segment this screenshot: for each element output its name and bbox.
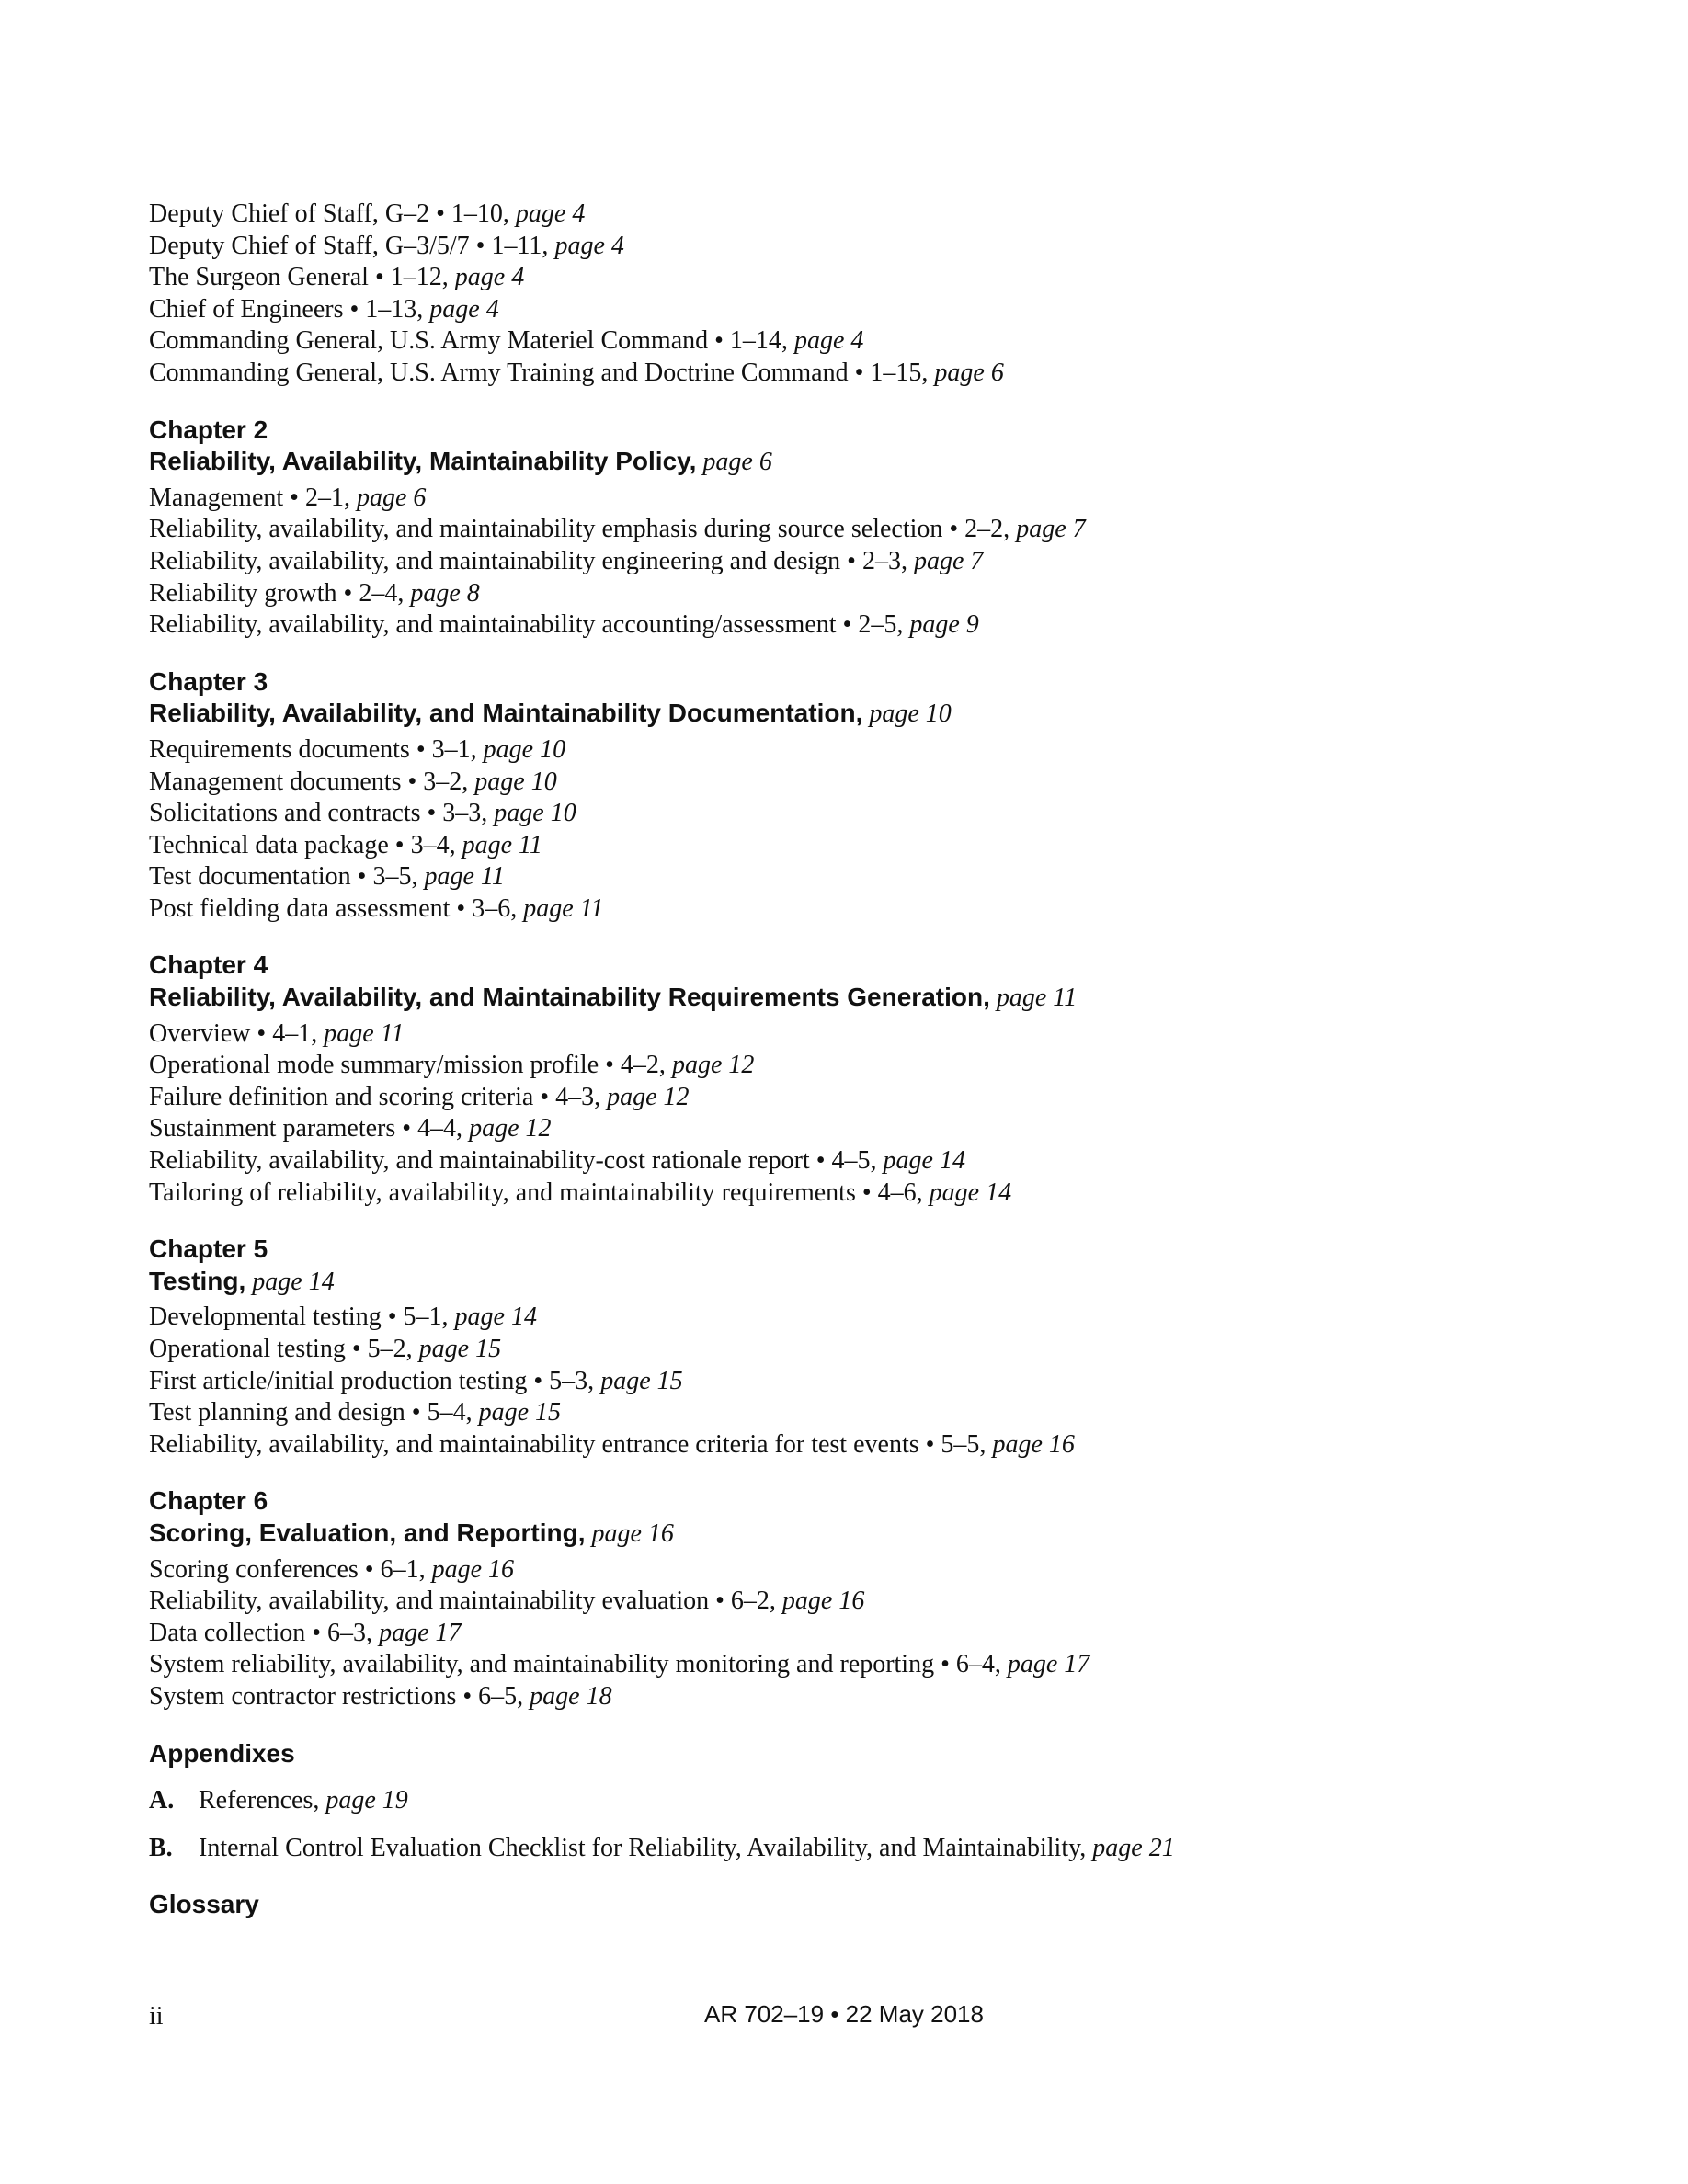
- chapter-title[interactable]: Reliability, Availability, and Maintainability Requirements Generation, page 11: [149, 983, 1078, 1013]
- page-ref: page 11: [523, 893, 604, 923]
- toc-entry[interactable]: Reliability, availability, and maintainability-cost rationale report • 4–5, page 14: [149, 1146, 965, 1176]
- toc-entry[interactable]: Deputy Chief of Staff, G–2 • 1–10, page 4: [149, 199, 586, 228]
- page-ref: page 6: [696, 448, 772, 477]
- chapter-heading: Chapter 2: [149, 415, 268, 444]
- footer-document-id: AR 702–19 • 22 May 2018: [704, 2000, 984, 2028]
- chapter-title[interactable]: Reliability, Availability, Maintainability Policy, page 6: [149, 447, 772, 477]
- toc-entry[interactable]: Reliability, availability, and maintainability accounting/assessment • 2–5, page 9: [149, 610, 979, 640]
- chapter-6-section: [149, 1485, 1528, 1712]
- page-ref: page 4: [554, 231, 624, 260]
- page-ref: page 6: [356, 483, 427, 512]
- toc-entry[interactable]: Operational testing • 5–2, page 15: [149, 1335, 502, 1363]
- table-of-contents: [149, 199, 1528, 1921]
- toc-entry[interactable]: Developmental testing • 5–1, page 14: [149, 1302, 537, 1332]
- page-ref: page 16: [781, 1587, 865, 1616]
- page-ref: page 7: [1016, 515, 1086, 544]
- page-ref: page 14: [883, 1146, 965, 1176]
- toc-entry[interactable]: The Surgeon General • 1–12, page 4: [149, 263, 525, 292]
- toc-entry[interactable]: Overview • 4–1, page 11: [149, 1018, 405, 1048]
- chapter-2-section: [149, 415, 1528, 642]
- page-ref: page 17: [1007, 1650, 1090, 1679]
- chapter-3-section: [149, 666, 1528, 926]
- page-ref: page 4: [793, 326, 864, 356]
- page-ref: page 15: [418, 1335, 502, 1363]
- toc-entry[interactable]: Post fielding data assessment • 3–6, page 11: [149, 893, 604, 923]
- page-ref: page 19: [325, 1786, 408, 1815]
- toc-entry[interactable]: Scoring conferences • 6–1, page 16: [149, 1554, 515, 1584]
- page-ref: page 15: [600, 1366, 683, 1395]
- intro-entries: [149, 199, 1528, 390]
- chapter-title[interactable]: Reliability, Availability, and Maintainability Documentation, page 10: [149, 699, 952, 729]
- appendix-item[interactable]: A. References, page 19: [149, 1785, 1528, 1817]
- appendix-item[interactable]: B. Internal Control Evaluation Checklist for Reliability, Availability, and Maintainability, page 21: [149, 1833, 1528, 1865]
- appendix-letter: A.: [149, 1786, 175, 1815]
- chapter-heading: Chapter 5: [149, 1234, 268, 1264]
- toc-entry[interactable]: Sustainment parameters • 4–4, page 12: [149, 1114, 552, 1143]
- toc-entry[interactable]: Commanding General, U.S. Army Materiel Command • 1–14, page 4: [149, 326, 864, 356]
- toc-entry[interactable]: Technical data package • 3–4, page 11: [149, 830, 542, 859]
- chapter-heading: Chapter 3: [149, 666, 268, 696]
- toc-entry[interactable]: Solicitations and contracts • 3–3, page 10: [149, 799, 576, 828]
- toc-entry[interactable]: First article/initial production testing • 5–3, page 15: [149, 1366, 683, 1395]
- page-ref: page 7: [913, 546, 984, 575]
- page-ref: page 16: [431, 1554, 515, 1584]
- toc-entry[interactable]: Reliability, availability, and maintainability emphasis during source selection • 2–2, page 7: [149, 515, 1086, 544]
- page-ref: page 10: [494, 799, 576, 828]
- page-ref: page 4: [429, 294, 499, 324]
- page-ref: page 9: [909, 610, 979, 640]
- chapter-title[interactable]: Testing, page 14: [149, 1266, 335, 1296]
- toc-entry[interactable]: Management documents • 3–2, page 10: [149, 767, 557, 796]
- toc-entry[interactable]: Operational mode summary/mission profile • 4–2, page 12: [149, 1051, 755, 1080]
- chapter-5-section: [149, 1234, 1528, 1461]
- page-ref: page 11: [424, 862, 505, 892]
- toc-entry[interactable]: Commanding General, U.S. Army Training and Doctrine Command • 1–15, page 6: [149, 358, 1004, 387]
- toc-entry[interactable]: Reliability, availability, and maintainability entrance criteria for test events • 5–5, page 16: [149, 1429, 1075, 1459]
- toc-entry[interactable]: Management • 2–1, page 6: [149, 483, 427, 512]
- toc-entry[interactable]: Chief of Engineers • 1–13, page 4: [149, 294, 499, 324]
- toc-entry[interactable]: Test documentation • 3–5, page 11: [149, 862, 505, 892]
- page-ref: page 11: [462, 830, 542, 859]
- toc-entry[interactable]: Test planning and design • 5–4, page 15: [149, 1398, 562, 1428]
- page-ref: page 17: [379, 1618, 462, 1647]
- chapter-title[interactable]: Scoring, Evaluation, and Reporting, page 16: [149, 1518, 674, 1548]
- page-ref: page 4: [515, 199, 586, 228]
- toc-entry[interactable]: Failure definition and scoring criteria • 4–3, page 12: [149, 1082, 690, 1111]
- page-ref: page 10: [483, 734, 566, 764]
- footer-page-number: ii: [149, 2002, 164, 2030]
- glossary-heading[interactable]: Glossary: [149, 1890, 259, 1919]
- page-ref: page 16: [992, 1429, 1075, 1459]
- page-ref: page 12: [469, 1114, 552, 1143]
- toc-entry[interactable]: System contractor restrictions • 6–5, page 18: [149, 1681, 612, 1711]
- toc-entry[interactable]: Requirements documents • 3–1, page 10: [149, 734, 566, 764]
- page-ref: page 6: [934, 358, 1004, 387]
- page-ref: page 18: [530, 1681, 612, 1711]
- toc-entry[interactable]: Tailoring of reliability, availability, and maintainability requirements • 4–6, page 14: [149, 1177, 1012, 1207]
- toc-entry[interactable]: Data collection • 6–3, page 17: [149, 1618, 462, 1647]
- page-ref: page 12: [671, 1051, 755, 1080]
- page-ref: page 11: [989, 984, 1078, 1013]
- page-ref: page 11: [324, 1018, 405, 1048]
- toc-entry[interactable]: Deputy Chief of Staff, G–3/5/7 • 1–11, page 4: [149, 231, 624, 260]
- toc-entry[interactable]: System reliability, availability, and maintainability monitoring and reporting • 6–4, page 17: [149, 1650, 1090, 1679]
- page-ref: page 14: [245, 1267, 335, 1296]
- toc-entry[interactable]: Reliability growth • 2–4, page 8: [149, 578, 480, 608]
- page-ref: page 15: [478, 1398, 562, 1428]
- page-ref: page 21: [1092, 1833, 1175, 1862]
- page-ref: page 12: [607, 1082, 690, 1111]
- page-ref: page 10: [862, 700, 952, 729]
- page-ref: page 14: [929, 1177, 1012, 1207]
- appendix-letter: B.: [149, 1833, 173, 1862]
- page-ref: page 16: [585, 1519, 674, 1548]
- chapter-4-section: [149, 950, 1528, 1209]
- page-ref: page 4: [454, 263, 525, 292]
- page-ref: page 14: [454, 1302, 537, 1332]
- page-ref: page 10: [474, 767, 557, 796]
- chapter-heading: Chapter 6: [149, 1486, 268, 1516]
- appendixes-heading: Appendixes: [149, 1738, 295, 1768]
- toc-entry[interactable]: Reliability, availability, and maintainability engineering and design • 2–3, page 7: [149, 546, 984, 575]
- page-ref: page 8: [410, 578, 480, 608]
- chapter-heading: Chapter 4: [149, 950, 268, 980]
- toc-entry[interactable]: Reliability, availability, and maintainability evaluation • 6–2, page 16: [149, 1587, 865, 1616]
